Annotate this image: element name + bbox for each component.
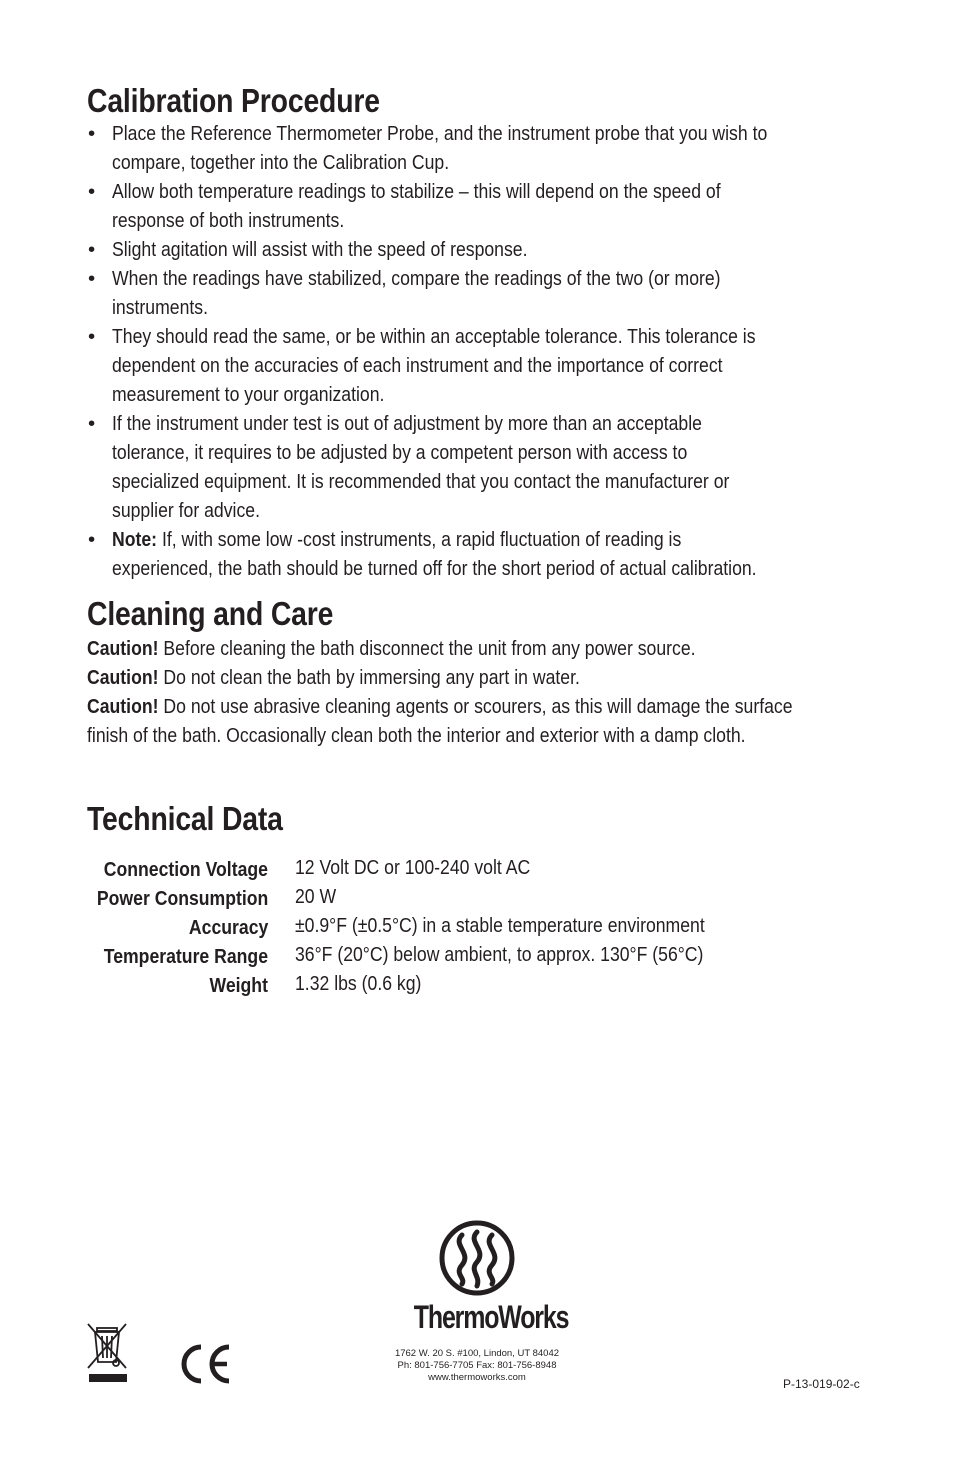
step-line: If the instrument under test is out of adjustment by more than an acceptable (112, 412, 702, 435)
step-line: specialized equipment. It is recommended that you contact the manufacturer or (112, 470, 730, 493)
step-line: Place the Reference Thermometer Probe, and the instrument probe that you wish to (112, 122, 768, 145)
caution-text: Do not clean the bath by immersing any part in water. (158, 666, 580, 689)
calibration-step (88, 525, 954, 583)
calibration-step (88, 119, 954, 177)
calibration-steps-list (88, 119, 948, 583)
weee-crossed-bin-icon (85, 1320, 131, 1391)
spec-value: 12 Volt DC or 100-240 volt AC (295, 856, 531, 879)
spec-row (0, 943, 954, 972)
step-line: instruments. (112, 296, 209, 319)
step-line: When the readings have stabilized, compare the readings of the two (or more) (112, 267, 721, 290)
cleaning-cautions (87, 634, 954, 750)
bullet-icon: • (88, 122, 96, 145)
spec-label: Connection Voltage (103, 858, 268, 881)
bullet-icon: • (88, 180, 96, 203)
caution-line (87, 634, 835, 663)
company-address (357, 1348, 597, 1384)
calibration-heading: Calibration Procedure (87, 82, 380, 119)
spec-label: Accuracy (188, 916, 268, 939)
spec-label: Temperature Range (103, 945, 268, 968)
bullet-icon: • (88, 238, 96, 261)
caution-line (87, 663, 835, 692)
spec-value: ±0.9°F (±0.5°C) in a stable temperature environment (295, 914, 705, 937)
caution-text: Before cleaning the bath disconnect the unit from any power source. (158, 637, 696, 660)
spec-label: Weight (209, 974, 268, 997)
cleaning-heading: Cleaning and Care (87, 595, 334, 632)
calibration-step (88, 322, 954, 409)
bullet-icon: • (88, 267, 96, 290)
spec-value: 20 W (295, 885, 337, 908)
spec-value: 1.32 lbs (0.6 kg) (295, 972, 422, 995)
spec-row (0, 856, 954, 885)
step-line: response of both instruments. (112, 209, 345, 232)
caution-line (87, 721, 835, 750)
step-line: Slight agitation will assist with the speed of response. (112, 238, 528, 261)
caution-label: Caution! (87, 695, 159, 718)
step-line: dependent on the accuracies of each instrument and the importance of correct (112, 354, 723, 377)
calibration-step (88, 264, 954, 322)
thermoworks-logo-icon (392, 1218, 562, 1305)
step-line: They should read the same, or be within an acceptable tolerance. This tolerance is (112, 325, 756, 348)
phone-line: Ph: 801-756-7705 Fax: 801-756-8948 (397, 1360, 557, 1371)
step-line: supplier for advice. (112, 499, 260, 522)
brand-name: ThermoWorks (413, 1299, 569, 1335)
caution-label: Caution! (87, 666, 159, 689)
step-line: tolerance, it requires to be adjusted by a competent person with access to (112, 441, 688, 464)
note-label: Note: (112, 528, 158, 551)
website-line: www.thermoworks.com (428, 1372, 526, 1383)
caution-line (87, 692, 835, 721)
bullet-icon: • (88, 325, 96, 348)
step-line: experienced, the bath should be turned off for the short period of actual calibration. (112, 557, 757, 580)
spec-value: 36°F (20°C) below ambient, to approx. 130°F (56°C) (295, 943, 704, 966)
step-line: Allow both temperature readings to stabilize – this will depend on the speed of (112, 180, 721, 203)
ce-mark-icon (177, 1343, 233, 1390)
caution-text: Do not use abrasive cleaning agents or scourers, as this will damage the surface (158, 695, 793, 718)
spec-row (0, 972, 954, 1001)
bullet-icon: • (88, 528, 96, 551)
technical-data-table (0, 856, 954, 1001)
calibration-step (88, 235, 954, 264)
calibration-step (88, 409, 954, 525)
step-line (112, 525, 843, 554)
caution-label: Caution! (87, 637, 159, 660)
step-line: measurement to your organization. (112, 383, 385, 406)
bullet-icon: • (88, 412, 96, 435)
caution-text: finish of the bath. Occasionally clean both the interior and exterior with a damp cloth. (87, 724, 746, 747)
address-line: 1762 W. 20 S. #100, Lindon, UT 84042 (394, 1348, 560, 1359)
note-text: If, with some low -cost instruments, a rapid fluctuation of reading is (157, 528, 682, 551)
part-number: P-13-019-02-c (783, 1377, 860, 1391)
spec-row (0, 914, 954, 943)
spec-label: Power Consumption (96, 887, 268, 910)
technical-heading: Technical Data (87, 800, 283, 837)
step-line: compare, together into the Calibration Cup. (112, 151, 450, 174)
calibration-step (88, 177, 954, 235)
spec-row (0, 885, 954, 914)
